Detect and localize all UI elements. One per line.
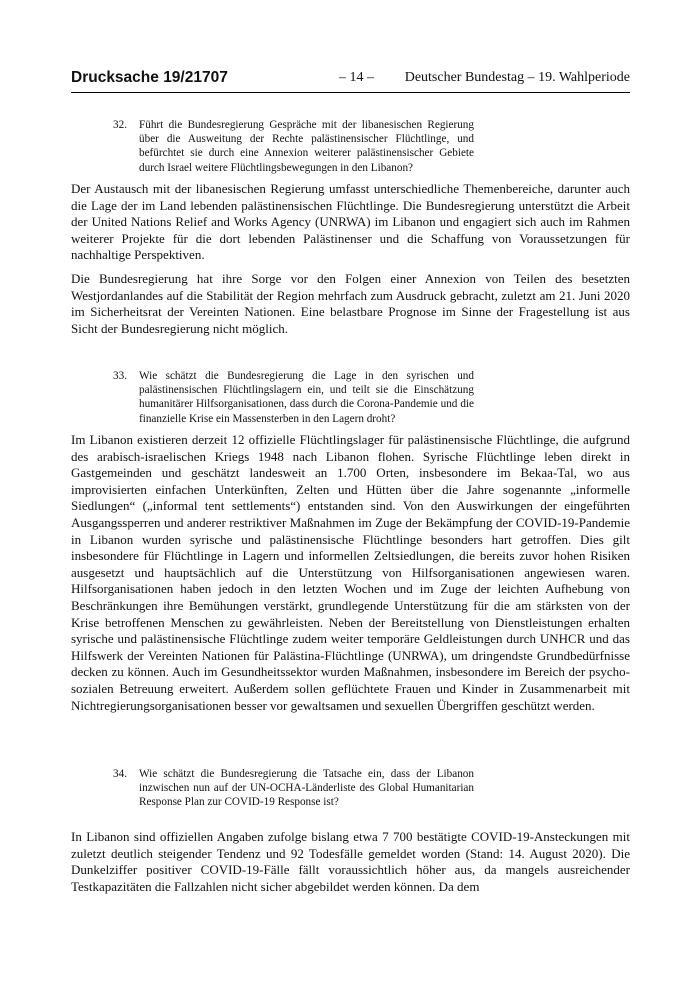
question-text: Wie schätzt die Bundesregierung die Lage in den syrischen und palästinensischen Flüchtlingslagern ein, und teilt sie die Einschätzung humanitärer Hilfsorganisationen, dass durch die Corona-Pandemie und die finanzielle Krise ein Massensterben in den Lagern droht? bbox=[139, 370, 474, 425]
answer-34 bbox=[71, 829, 630, 895]
question-number: 33. bbox=[113, 370, 127, 382]
question-33 bbox=[114, 369, 474, 426]
question-number: 32. bbox=[113, 119, 127, 131]
answer-paragraph: Der Austausch mit der libanesischen Regierung umfasst unterschiedliche Themenbereiche, darunter auch die Lage der im Land lebenden palästinensischen Flüchtlinge. Die Bundesregierung unterstützt die Arbeit der United Nations Relief and Works Agency (UNRWA) im Libanon und engagiert sich auch im Rahmen weiterer Projekte für die dort lebenden Palästinenser und die Schaffung von Voraussetzungen für nachhaltige Perspektiven. bbox=[71, 181, 630, 263]
question-32 bbox=[114, 118, 474, 175]
question-number: 34. bbox=[113, 768, 127, 780]
answer-paragraph: In Libanon sind offiziellen Angaben zufolge bislang etwa 7 700 bestätigte COVID-19-Ansteckungen mit zuletzt deutlich steigender Tendenz und 92 Todesfälle gemeldet worden (Stand: 14. August 2020). Die Dunkelziffer positiver COVID-19-Fälle fällt voraussichtlich höher aus, da mangels ausreichender Testkapazitäten die Fallzahlen nicht sicher abgebildet werden können. Da dem bbox=[71, 829, 630, 894]
page-number: – 14 – bbox=[339, 70, 374, 85]
question-text: Führt die Bundesregierung Gespräche mit der libanesischen Regierung über die Ausweitung der Rechte palästinensischer Flüchtlinge, und befürchtet sie durch eine Annexion weiterer palästinensischer Gebiete durch Israel weitere Flüchtlingsbewegungen in den Libanon? bbox=[139, 119, 474, 174]
question-text: Wie schätzt die Bundesregierung die Tatsache ein, dass der Libanon inzwischen nun auf der UN-OCHA-Länderliste des Global Humanitarian Response Plan zur COVID-19 Response ist? bbox=[139, 768, 474, 809]
page-header bbox=[71, 68, 630, 93]
answer-32 bbox=[71, 181, 630, 337]
parliament-period: Deutscher Bundestag – 19. Wahlperiode bbox=[404, 70, 630, 85]
drucksache-number: Drucksache 19/21707 bbox=[71, 69, 228, 86]
answer-paragraph: Die Bundesregierung hat ihre Sorge vor den Folgen einer Annexion von Teilen des besetzten Westjordanlandes auf die Stabilität der Region mehrfach zum Ausdruck gebracht, zuletzt am 21. Juni 2020 im Sicherheitsrat der Vereinten Nationen. Eine belastbare Prognose im Sinne der Fragestellung ist aus Sicht der Bundesregierung nicht möglich. bbox=[71, 270, 630, 336]
question-34 bbox=[114, 767, 474, 810]
answer-paragraph: Im Libanon existieren derzeit 12 offizielle Flüchtlingslager für palästinensische Flüchtlinge, die aufgrund des arabisch-israelischen Kriegs 1948 nach Libanon flohen. Syrische Flüchtlinge leben direkt in Gastgemeinden und geschätzt landesweit an 1.700 Orten, insbesondere im Bekaa-Tal, wo aus improvisierten einfachen Unterkünften, Zelten und Hütten über die Jahre sogenannte „informelle Siedlungen“ („informal tent settlements“) entstanden sind. Von den Auswirkungen der eingeführten Ausgangssperren und anderer restriktiver Maßnahmen im Zuge der Bekämpfung der COVID-19-Pandemie in Libanon wurden syrische und palästinensische Flüchtlinge besonders hart getroffen. Dies gilt insbesondere für Flüchtlinge in Lagern und informellen Zeltsiedlungen, die bereits zuvor hohen Risiken ausgesetzt und hauptsächlich auf die Unterstützung von Hilfsorganisationen angewiesen waren. Hilfsorganisationen haben jedoch in den letzten Wochen und im Zuge der leichten Aufhebung von Beschränkungen ihre Bemühungen verstärkt, grundlegende Unterstützung für die am stärksten von der Krise betroffenen Menschen zu gewährleisten. Neben der Bereitstellung von Dienstleistungen erhalten syrische und palästinensische Flüchtlinge zudem weiter temporäre Geldleistungen durch UNHCR und das Hilfswerk der Vereinten Nationen für Palästina-Flüchtlinge (UNRWA), um dringendste Grundbedürfnisse decken zu können. Auch im Gesundheitssektor wurden Maßnahmen, insbesondere im Bereich der psycho-sozialen Betreuung erweitert. Außerdem sollen geflüchtete Frauen und Kinder in Zusammenarbeit mit Nichtregierungsorganisationen besser vor gewaltsamen und sexuellen Übergriffen geschützt werden. bbox=[71, 432, 630, 713]
answer-33 bbox=[71, 432, 630, 714]
